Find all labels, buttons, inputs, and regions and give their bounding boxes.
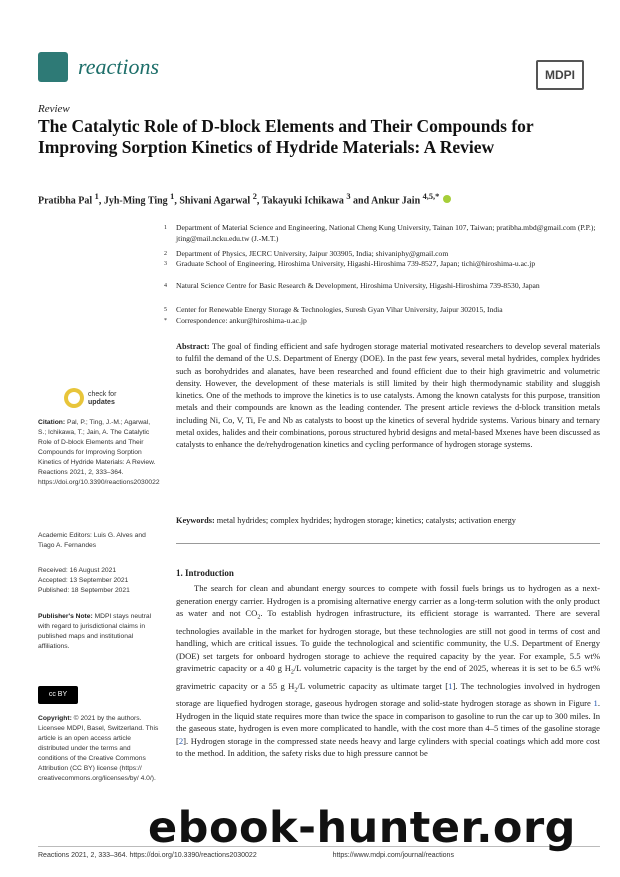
- section-heading: 1. Introduction: [176, 568, 234, 578]
- cc-by-license-icon[interactable]: cc BY: [38, 686, 78, 704]
- abstract-text: The goal of finding efficient and safe hydrogen storage material motivated researchers to develop several materials to fulfil the demand of the U.S. Department of Energy (DOE). In the past few years, several metal hydrides, complex hydrides such as borohydrides and alanates, have been researched and found efficient due to their high gravimetric and volumetric density. However, the development of these materials is still limited by their high thermodynamic stability and sluggish kinetics. One of the methods to improve the kinetics is to use catalysts. Among the known catalysts for this purpose, transition metals and their compounds are known as the leading contender. The present article reviews the d-block transition metals including Ni, Co, V, Ti, Fe and Nb as catalysts to boost up the kinetics of several hydride systems. Various binary and ternary metal oxides, halides and their combinations, porous structured hybrid designs and metal-based Mxenes have been discussed as catalysts to enhance the de/rehydrogenation kinetics and cycling performance of hydrogen storage systems.: [176, 342, 600, 450]
- citation: Citation: Pal, P.; Ting, J.-M.; Agarwal, S.; Ichikawa, T.; Jain, A. The Catalytic Role of D-block Elements and Their Compounds for Improving Sorption Kinetics of Hydride Materials: A Review. Reactions 2021, 2, 333–364. https://doi.org/10.3390/reactions2030022: [38, 419, 160, 486]
- article-title: The Catalytic Role of D-block Elements and Their Compounds for Improving Sorption Kinetics of Hydride Materials: A Review: [38, 116, 534, 157]
- check-for-updates-button[interactable]: check for updates: [64, 388, 84, 408]
- author-name: Shivani Agarwal: [179, 195, 251, 207]
- keywords-text: metal hydrides; complex hydrides; hydrogen storage; kinetics; catalysts; activation energy: [216, 516, 516, 525]
- figure-link[interactable]: 1: [593, 697, 598, 708]
- author-affiliation-mark: 2: [252, 192, 257, 201]
- journal-name[interactable]: reactions: [78, 54, 160, 79]
- author-affiliation-mark: 1: [170, 192, 175, 201]
- reference-link[interactable]: 1: [448, 680, 453, 691]
- author-affiliation-mark: 4,5,*: [422, 192, 440, 201]
- affiliation-item: 3 Graduate School of Engineering, Hiroshima University, Higashi-Hiroshima 739-8527, Japan; tichi@hiroshima-u.ac.jp: [164, 259, 536, 268]
- keywords-label: Keywords:: [176, 516, 215, 525]
- academic-editors: Academic Editors: Luis G. Alves and Tiago A. Fernandes: [38, 532, 146, 549]
- page-footer: Reactions 2021, 2, 333–364. https://doi.org/10.3390/reactions2030022 https://www.mdpi.com/journal/reactions: [38, 852, 454, 859]
- copyright: Copyright: © 2021 by the authors. Licensee MDPI, Basel, Switzerland. This article is an open access article distributed under the terms and conditions of the Creative Commons Attribution (CC BY) license (https:// creativecommons.org/licenses/by/ 4.0/).: [38, 715, 159, 782]
- journal-logo-icon: [38, 52, 68, 82]
- abstract-label: Abstract:: [176, 342, 210, 351]
- orcid-icon[interactable]: [443, 195, 451, 203]
- author-list: Pratibha Pal $^1$, Jyh-Ming Ting $^1$, Shivani Agarwal $^2$, Takayuki Ichikawa $^3$ and Ankur Jain $^{4,5,*}$: [38, 192, 451, 206]
- divider: [176, 543, 600, 544]
- author-affiliation-mark: 3: [346, 192, 351, 201]
- watermark: ebook-hunter.org: [148, 803, 576, 853]
- affiliation-item: 2 Department of Physics, JECRC University, Jaipur 303905, India; shivaniphy@gmail.com: [164, 249, 449, 258]
- abstract: [176, 341, 600, 452]
- reference-link[interactable]: 2: [178, 735, 184, 746]
- author-affiliation-mark: 1: [94, 192, 99, 201]
- author-name: Pratibha Pal: [38, 195, 93, 207]
- author-name: Takayuki Ichikawa: [261, 195, 344, 207]
- publisher-note: Publisher's Note: MDPI stays neutral with regard to jurisdictional claims in published maps and institutional affiliations.: [38, 613, 152, 650]
- author-name: Ankur Jain: [371, 195, 421, 207]
- article-type: Review: [38, 103, 70, 115]
- affiliation-item: 4 Natural Science Centre for Basic Research & Development, Hiroshima University, Higashi-Hiroshima 739-8530, Japan: [164, 281, 540, 290]
- correspondence: * Correspondence: ankur@hiroshima-u.ac.jp: [164, 316, 307, 325]
- affiliation-item: 1 Department of Material Science and Engineering, National Cheng Kung University, Tainan 107, Taiwan; pratibha.mbd@gmail.com (P.P.); jting@mail.ncku.edu.tw (J.-M.T.): [164, 223, 596, 243]
- keywords: [176, 516, 600, 525]
- received-date: Received: 16 August 2021: [38, 567, 117, 574]
- accepted-date: Accepted: 13 September 2021: [38, 577, 129, 584]
- introduction-paragraph: The search for clean and abundant energy sources to compete with fossil fuels brings us to hydrogen as a next-generation energy carrier. Hydrogen is a promising alternative energy carrier as a long-term solution with the only product as water and not $CO_2$. To establish hydrogen infrastructure, its efficient storage is warranted. There are several technologies available in the market for hydrogen storage, but these technologies are still not good in terms of cost and handling, which are critical issues. To guide the technological and scientific community, the U.S. Department of Energy (DOE) set targets for onboard hydrogen storage to achieve the required capacity by the year. For example, 5.5 wt% gravimetric capacity or a 40 g $H_2/L$ volumetric capacity is the target by the end of 2025, whereas it is set to be 6.5 wt% gravimetric capacity or a 55 g $H_2/L$ volumetric capacity as ultimate target [1]. The technologies involved in hydrogen storage are liquefied hydrogen storage, gaseous hydrogen storage and solid-state hydrogen storage as shown in Figure 1. Hydrogen in the liquid state requires more than twice the space in comparison to gasoline to run the car up to 300 miles. In the gaseous state, hydrogen is even more complicated to handle, with the cost more than 4–5 times of the gasoline storage [2]. Hydrogen storage in the compressed state needs heavy and large cylinders with special coatings which add more cost to the method. In addition, the safety risks due to high pressure cannot be: [176, 583, 600, 759]
- published-date: Published: 18 September 2021: [38, 587, 130, 594]
- affiliation-item: 5 Center for Renewable Energy Storage & Technologies, Suresh Gyan Vihar University, Jaipur 302015, India: [164, 305, 503, 314]
- mdpi-logo[interactable]: MDPI: [536, 60, 584, 90]
- check-updates-icon: [64, 388, 84, 408]
- author-name: Jyh-Ming Ting: [103, 195, 168, 207]
